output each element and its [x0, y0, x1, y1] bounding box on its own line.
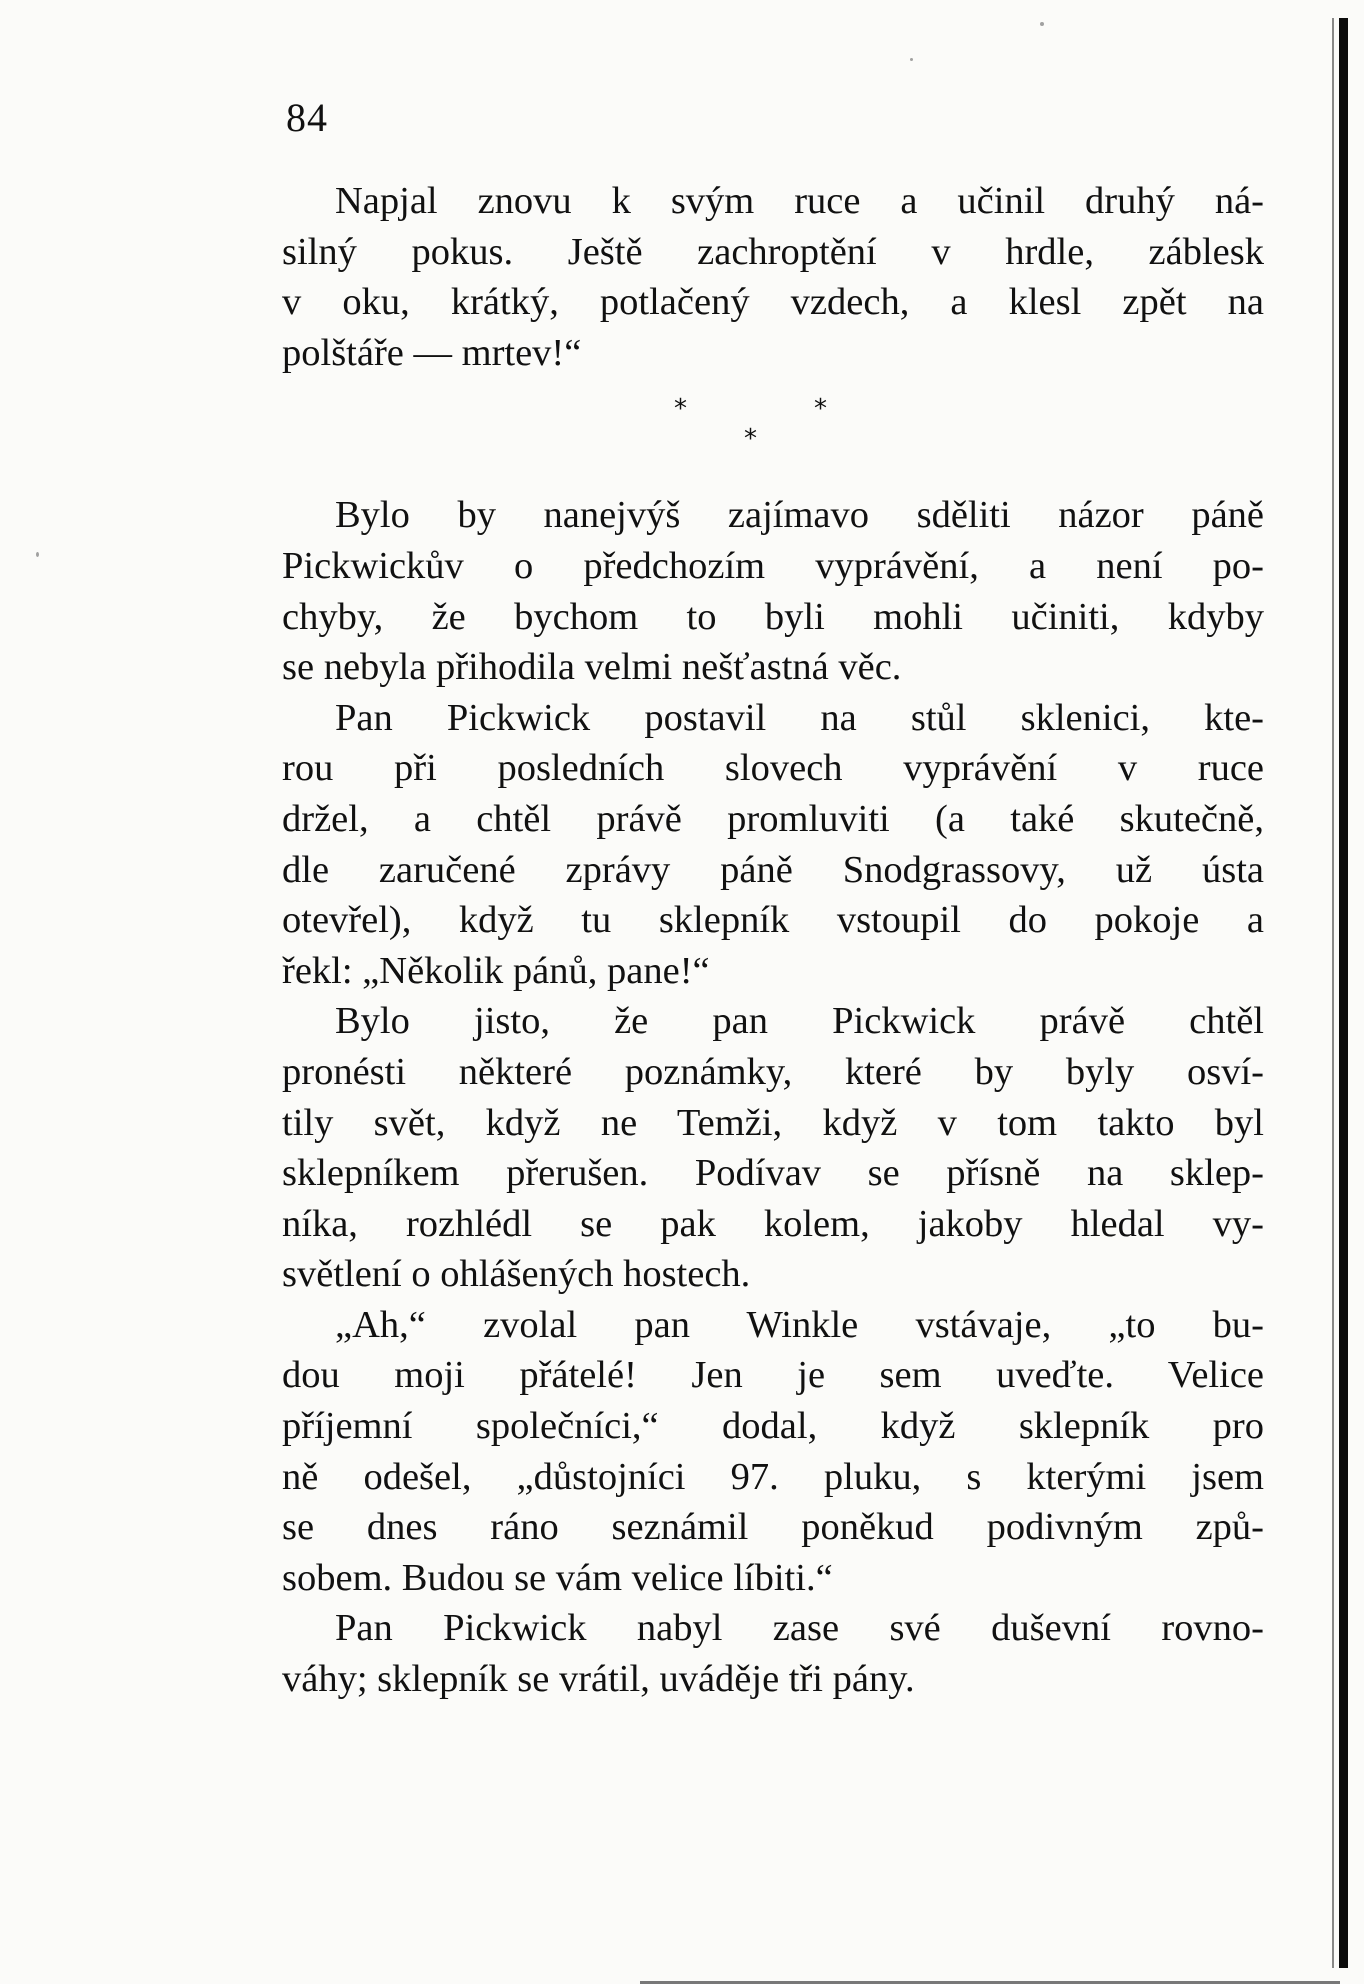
scan-speck	[1040, 22, 1044, 26]
text-line: Pan Pickwick postavil na stůl sklenici, kte-	[335, 696, 1264, 739]
text-line: rou při posledních slovech vyprávění v ruce	[282, 747, 1264, 790]
page-edge-border	[1339, 18, 1348, 1968]
text-line: chyby, že bychom to byli mohli učiniti, kdyby	[282, 595, 1264, 638]
text-line: váhy; sklepník se vrátil, uváděje tři pány.	[282, 1658, 915, 1701]
text-line: dle zaručené zprávy páně Snodgrassovy, už ústa	[282, 848, 1264, 891]
text-line: v oku, krátký, potlačený vzdech, a klesl zpět na	[282, 281, 1264, 324]
asterism-star: *	[814, 394, 827, 425]
text-line: ně odešel, „důstojníci 97. pluku, s kterými jsem	[282, 1455, 1264, 1498]
text-line: Pan Pickwick nabyl zase své duševní rovno-	[335, 1607, 1264, 1650]
paragraph-4	[282, 996, 1264, 1300]
asterism-divider	[282, 378, 1264, 490]
text-line: se dnes ráno seznámil poněkud podivným způ-	[282, 1506, 1264, 1549]
text-line: tily svět, když ne Temži, když v tom takto byl	[282, 1101, 1264, 1144]
text-line: polštáře — mrtev!“	[282, 331, 582, 374]
text-line: pronésti některé poznámky, které by byly osví-	[282, 1050, 1264, 1093]
paragraph-2	[282, 490, 1264, 692]
text-line: řekl: „Několik pánů, pane!“	[282, 949, 710, 992]
page-edge-rule	[1332, 18, 1334, 1968]
text-line: Pickwickův o předchozím vyprávění, a není po-	[282, 544, 1264, 587]
text-line: se nebyla přihodila velmi nešťastná věc.	[282, 646, 902, 689]
text-line: dou moji přátelé! Jen je sem uveďte. Velice	[282, 1354, 1264, 1397]
text-line: příjemní společníci,“ dodal, když sklepník pro	[282, 1405, 1264, 1448]
text-line: „Ah,“ zvolal pan Winkle vstávaje, „to bu-	[335, 1303, 1264, 1346]
page-number: 84	[286, 95, 328, 140]
scan-speck	[910, 58, 913, 61]
text-line: níka, rozhlédl se pak kolem, jakoby hledal vy-	[282, 1202, 1264, 1245]
text-line: Bylo by nanejvýš zajímavo sděliti názor páně	[335, 494, 1264, 537]
paragraph-3	[282, 693, 1264, 997]
asterism-star: *	[744, 424, 757, 455]
text-line: silný pokus. Ještě zachroptění v hrdle, záblesk	[282, 230, 1264, 273]
paragraph-5	[282, 1300, 1264, 1604]
text-line: Bylo jisto, že pan Pickwick právě chtěl	[335, 1000, 1264, 1043]
scan-speck	[36, 552, 39, 557]
asterism-star: *	[674, 394, 687, 425]
text-line: sklepníkem přerušen. Podívav se přísně na sklep-	[282, 1152, 1264, 1195]
text-line: sobem. Budou se vám velice líbiti.“	[282, 1556, 833, 1599]
text-line: světlení o ohlášených hostech.	[282, 1253, 751, 1296]
text-line: otevřel), když tu sklepník vstoupil do pokoje a	[282, 899, 1264, 942]
body-text	[282, 176, 1264, 1705]
paragraph-1	[282, 176, 1264, 378]
paragraph-6	[282, 1603, 1264, 1704]
text-line: držel, a chtěl právě promluviti (a také skutečně,	[282, 797, 1264, 840]
text-line: Napjal znovu k svým ruce a učinil druhý ná-	[335, 180, 1264, 222]
